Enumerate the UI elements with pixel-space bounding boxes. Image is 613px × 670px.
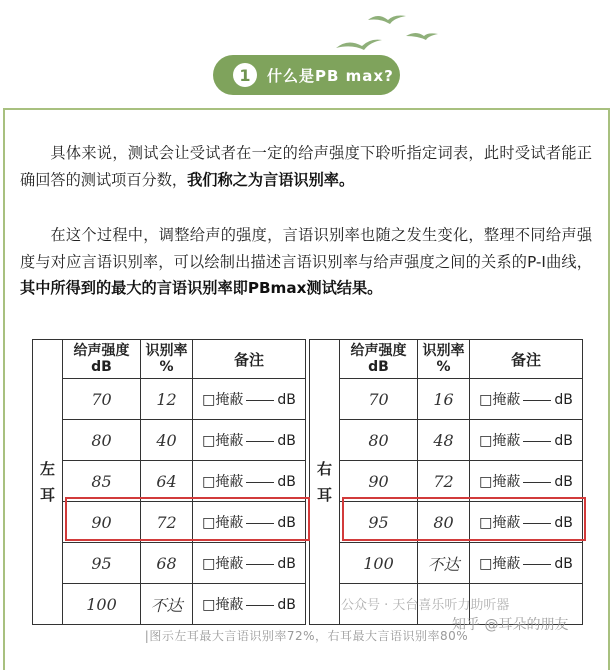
left-max-highlight xyxy=(65,497,310,541)
masking-note: □掩蔽 dB xyxy=(470,502,583,543)
masking-note: □掩蔽 dB xyxy=(193,543,306,584)
figure-caption: |图示左耳最大言语识别率72%，右耳最大言语识别率80% xyxy=(144,629,469,643)
note-header: 备注 xyxy=(193,340,306,379)
masking-note: □掩蔽 dB xyxy=(470,543,583,584)
rate-cell: 12 xyxy=(141,379,193,420)
section-banner xyxy=(213,55,400,95)
masking-note: □掩蔽 dB xyxy=(470,379,583,420)
right-max-highlight xyxy=(342,497,586,541)
rate-cell: 不达 xyxy=(418,543,470,584)
table-row xyxy=(33,543,306,584)
intensity-cell: 95 xyxy=(340,502,418,543)
rate-cell: 68 xyxy=(141,543,193,584)
birds-decoration-icon xyxy=(332,8,442,56)
section-number: 1 xyxy=(233,63,257,87)
right-ear-table xyxy=(309,339,583,625)
intensity-cell: 100 xyxy=(340,543,418,584)
masking-note: □掩蔽 dB xyxy=(193,420,306,461)
rate-cell: 48 xyxy=(418,420,470,461)
paragraph-2-bold: 其中所得到的最大的言语识别率即PBmax测试结果。 xyxy=(20,279,383,297)
intensity-cell: 70 xyxy=(63,379,141,420)
intensity-cell: 85 xyxy=(63,461,141,502)
table-row xyxy=(33,584,306,625)
paragraph-1 xyxy=(20,140,592,193)
masking-note: □掩蔽 dB xyxy=(193,502,306,543)
right-ear-label: 右耳 xyxy=(310,340,340,625)
intensity-header: 给声强度 dB xyxy=(340,340,418,379)
intensity-cell: 95 xyxy=(63,543,141,584)
rate-cell: 64 xyxy=(141,461,193,502)
paragraph-2 xyxy=(20,222,592,302)
masking-note: □掩蔽 dB xyxy=(470,420,583,461)
table-row xyxy=(33,461,306,502)
intensity-cell: 90 xyxy=(63,502,141,543)
intensity-cell: 70 xyxy=(340,379,418,420)
masking-note: □掩蔽 dB xyxy=(193,379,306,420)
paragraph-2-text: 在这个过程中，调整给声的强度，言语识别率也随之发生变化，整理不同给声强度与对应言语识别率，可以绘制出描述言语识别率与给声强度之间的关系的P-I曲线， xyxy=(20,226,592,271)
rate-cell: 40 xyxy=(141,420,193,461)
rate-cell: 72 xyxy=(418,461,470,502)
table-row xyxy=(33,420,306,461)
intensity-cell: 100 xyxy=(63,584,141,625)
left-ear-label: 左耳 xyxy=(33,340,63,625)
intensity-cell: 80 xyxy=(63,420,141,461)
rate-cell: 16 xyxy=(418,379,470,420)
table-row xyxy=(310,461,583,502)
intensity-cell: 80 xyxy=(340,420,418,461)
note-header: 备注 xyxy=(470,340,583,379)
intensity-header: 给声强度 dB xyxy=(63,340,141,379)
masking-note: □掩蔽 dB xyxy=(193,584,306,625)
watermark-zhihu: 知乎 @耳朵的朋友 xyxy=(452,617,569,633)
paragraph-1-text: 具体来说，测试会让受试者在一定的给声强度下聆听指定词表，此时受试者能正确回答的测试项百分数， xyxy=(20,144,592,189)
table-row xyxy=(33,379,306,420)
rate-header: 识别率 % xyxy=(418,340,470,379)
rate-header: 识别率 % xyxy=(141,340,193,379)
section-title: 什么是PB max? xyxy=(267,66,394,85)
rate-cell: 80 xyxy=(418,502,470,543)
rate-cell: 72 xyxy=(141,502,193,543)
paragraph-1-bold: 我们称之为言语识别率。 xyxy=(187,170,355,189)
left-ear-table xyxy=(32,339,306,625)
rate-cell: 不达 xyxy=(141,584,193,625)
table-row xyxy=(310,379,583,420)
intensity-cell: 90 xyxy=(340,461,418,502)
masking-note: □掩蔽 dB xyxy=(193,461,306,502)
table-row xyxy=(310,543,583,584)
masking-note: □掩蔽 dB xyxy=(470,461,583,502)
watermark-account: 公众号 · 天台喜乐听力助听器 xyxy=(341,598,510,613)
table-row xyxy=(310,420,583,461)
